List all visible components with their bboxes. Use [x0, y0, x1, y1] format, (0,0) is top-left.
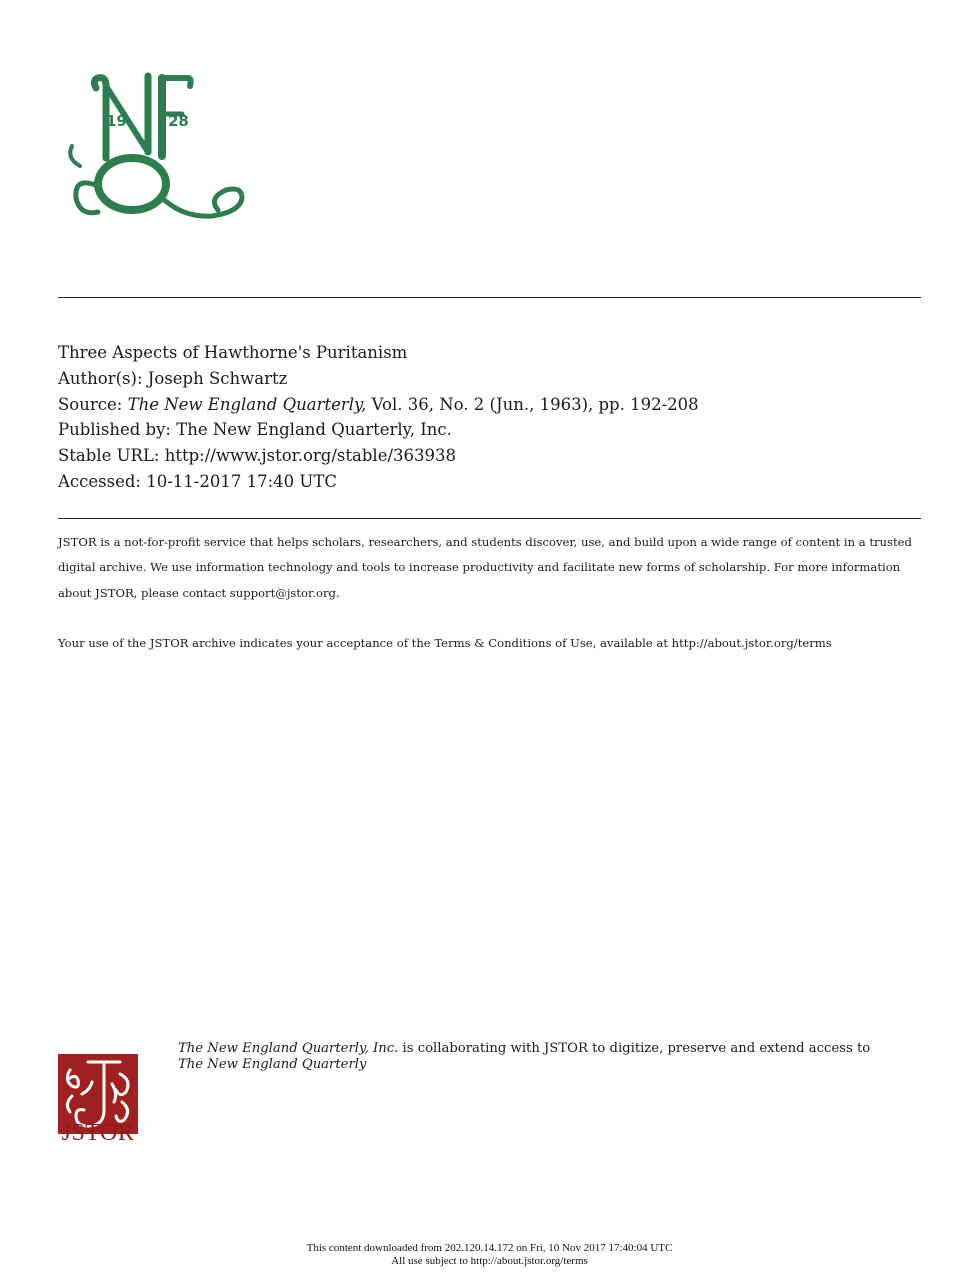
- source-label: Source:: [58, 394, 123, 414]
- author-name: Joseph Schwartz: [147, 368, 288, 388]
- source-journal: The New England Quarterly,: [127, 394, 367, 414]
- jstor-wordmark: JSTOR: [61, 1120, 135, 1146]
- nefq-monogram-logo: [62, 66, 262, 234]
- middle-divider: [58, 518, 921, 519]
- publisher-label: Published by:: [58, 420, 171, 440]
- stable-url-link[interactable]: http://www.jstor.org/stable/363938: [164, 446, 456, 466]
- author-label: Author(s):: [58, 368, 143, 388]
- collab-journal: The New England Quarterly: [178, 1057, 367, 1072]
- download-footer: [0, 1242, 979, 1267]
- stable-url-line: [58, 443, 938, 469]
- jstor-notice: [58, 530, 928, 657]
- source-line: [58, 392, 938, 418]
- article-metadata: [58, 340, 938, 495]
- collab-publisher: The New England Quarterly, Inc.: [178, 1041, 399, 1056]
- source-details: Vol. 36, No. 2 (Jun., 1963), pp. 192-208: [371, 394, 699, 414]
- publisher-line: [58, 417, 938, 443]
- article-title: Three Aspects of Hawthorne's Puritanism: [58, 343, 408, 362]
- collab-middle-text: is collaborating with JSTOR to digitize, preserve and extend access to: [398, 1041, 871, 1056]
- notice-paragraph-2: Your use of the JSTOR archive indicates your acceptance of the Terms & Conditions of Use, available at http://about.jstor.org/terms: [58, 636, 832, 651]
- top-divider: [58, 297, 921, 298]
- footer-line-1: This content downloaded from 202.120.14.172 on Fri, 10 Nov 2017 17:40:04 UTC: [306, 1242, 673, 1254]
- accessed-label: Accessed:: [58, 471, 141, 491]
- accessed-date: 10-11-2017 17:40 UTC: [146, 471, 337, 491]
- author-line: [58, 366, 938, 392]
- logo-year-left: 19: [106, 112, 127, 130]
- logo-year-right: 28: [168, 112, 189, 130]
- footer-line-2: All use subject to http://about.jstor.org/terms: [391, 1254, 588, 1267]
- collaboration-statement: [178, 1041, 878, 1073]
- stable-url-label: Stable URL:: [58, 446, 160, 466]
- notice-paragraph-1: JSTOR is a not-for-profit service that helps scholars, researchers, and students discover, use, and build upon a wide range of content in a trusted digital archive. We use information technology and tools to increase productivity and facilitate new forms of scholarship. For more information about JSTOR, please contact support@jstor.org.: [58, 535, 912, 600]
- accessed-line: [58, 469, 938, 495]
- publisher-name: The New England Quarterly, Inc.: [176, 420, 452, 440]
